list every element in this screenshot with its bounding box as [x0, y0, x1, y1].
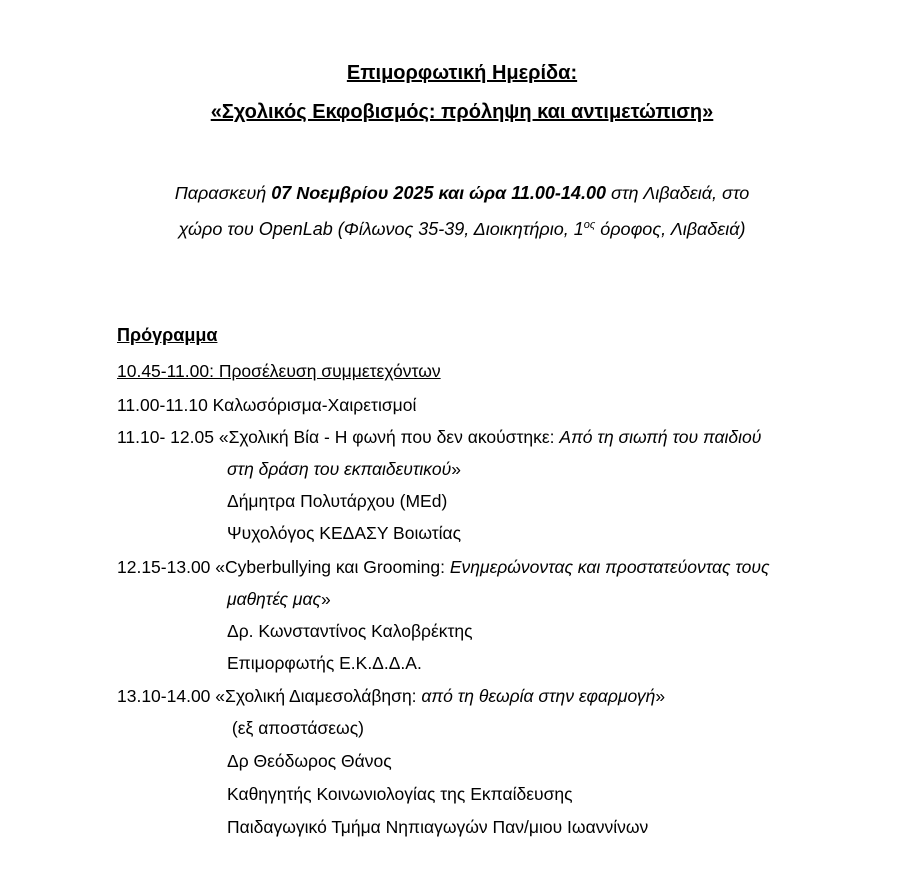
session2-title-cont — [227, 589, 331, 610]
session1-title — [117, 427, 761, 448]
session2-role: Επιμορφωτής Ε.Κ.Δ.Δ.Α. — [227, 653, 422, 673]
date-time: 07 Νοεμβρίου 2025 και ώρα 11.00-14.00 — [271, 183, 606, 203]
session3-role: Καθηγητής Κοινωνιολογίας της Εκπαίδευσης — [227, 784, 573, 804]
session3-time-title: 13.10-14.00 «Σχολική Διαμεσολάβηση: — [117, 686, 422, 706]
session1-subtitle-cont: στη δράση του εκπαιδευτικού — [227, 459, 452, 479]
event-topic-title: «Σχολικός Εκφοβισμός: πρόληψη και αντιμετώπιση» — [210, 101, 714, 123]
session1-speaker: Δήμητρα Πολυτάρχου (MEd) — [227, 491, 448, 511]
session2-subtitle-cont: μαθητές μας — [227, 589, 321, 609]
event-venue-line — [0, 219, 924, 240]
session1-time-title: 11.10- 12.05 «Σχολική Βία - Η φωνή που δεν ακούστηκε: — [117, 427, 560, 447]
event-type-title: Επιμορφωτική Ημερίδα: — [346, 62, 578, 84]
session2-speaker: Δρ. Κωνσταντίνος Καλοβρέκτης — [227, 621, 473, 641]
program-heading: Πρόγραμμα — [117, 325, 218, 345]
session3-mode: (εξ αποστάσεως) — [227, 718, 364, 738]
session2-subtitle: Ενημερώνοντας και προστατεύοντας τους — [449, 557, 770, 577]
session1-close-quote: » — [451, 459, 461, 479]
session3-speaker: Δρ Θεόδωρος Θάνος — [227, 751, 392, 771]
venue-a: χώρο του OpenLab (Φίλωνος 35-39, Διοικητήριο, 1 — [178, 219, 584, 239]
floor-ordinal: ος — [583, 219, 596, 231]
session3-subtitle: από τη θεωρία στην εφαρμογή — [421, 686, 656, 706]
session3-title — [117, 686, 665, 707]
venue-b: όροφος, Λιβαδειά) — [595, 219, 746, 239]
place-start: στη Λιβαδειά, στο — [605, 183, 750, 203]
welcome-item: 11.00-11.10 Καλωσόρισμα-Χαιρετισμοί — [117, 395, 417, 415]
day: Παρασκευή — [174, 183, 272, 203]
session2-title — [117, 557, 770, 578]
session1-title-cont — [227, 459, 461, 480]
session2-close-quote: » — [321, 589, 331, 609]
arrival-item: 10.45-11.00: Προσέλευση συμμετεχόντων — [117, 361, 441, 381]
session1-role: Ψυχολόγος ΚΕΔΑΣΥ Βοιωτίας — [227, 523, 462, 543]
session3-close-quote: » — [655, 686, 666, 706]
session3-affiliation: Παιδαγωγικό Τμήμα Νηπιαγωγών Παν/μιου Ιωαννίνων — [227, 817, 649, 837]
event-date-line — [0, 183, 924, 204]
session2-time-title: 12.15-13.00 «Cyberbullying και Grooming: — [117, 557, 450, 577]
session1-subtitle: Από τη σιωπή του παιδιού — [559, 427, 762, 447]
